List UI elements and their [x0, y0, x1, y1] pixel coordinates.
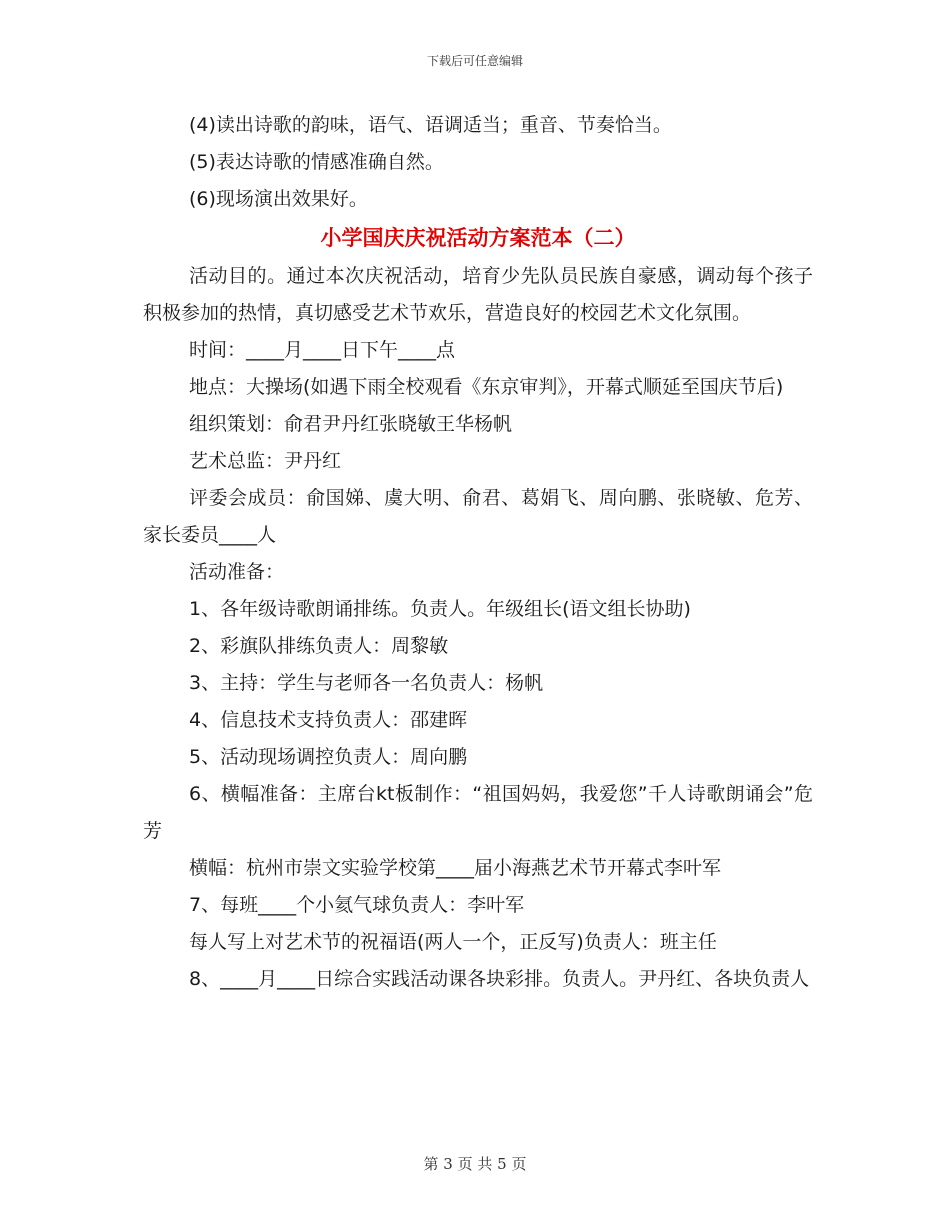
- prep-item-2: 2、彩旗队排练负责人：周黎敏: [189, 635, 449, 657]
- paragraph-preparation: 活动准备：: [189, 561, 285, 583]
- prep-item-4: 4、信息技术支持负责人：邵建晖: [189, 709, 468, 731]
- paragraph-organizers: 组织策划：俞君尹丹红张晓敏王华杨帆: [189, 413, 513, 435]
- paragraph-jury: 评委会成员：俞国娣、虞大明、俞君、葛娟飞、周向鹏、张晓敏、危芳、家长委员____人: [143, 487, 813, 546]
- section-title: 小学国庆庆祝活动方案范本（二）: [320, 226, 636, 250]
- page-header: 下载后可任意编辑: [426, 54, 523, 68]
- prep-item-5: 5、活动现场调控负责人：周向鹏: [189, 746, 468, 768]
- prep-item-8: 8、____月____日综合实践活动课各块彩排。负责人。尹丹红、各块负责人: [189, 968, 810, 990]
- prep-item-7: 7、每班____个小氦气球负责人：李叶军: [189, 894, 525, 916]
- paragraph-art-director: 艺术总监：尹丹红: [189, 450, 342, 472]
- page-footer: 第 3 页 共 5 页: [423, 1155, 527, 1173]
- paragraph-location: 地点：大操场(如遇下雨全校观看《东京审判》，开幕式顺延至国庆节后): [189, 376, 784, 398]
- document-body: [143, 107, 813, 998]
- paragraph-time: 时间：____月____日下午____点: [189, 339, 456, 361]
- prep-banner: 横幅：杭州市崇文实验学校第____届小海燕艺术节开幕式李叶军: [189, 857, 722, 879]
- prep-item-3: 3、主持：学生与老师各一名负责人：杨帆: [189, 672, 544, 694]
- criteria-line-4: (4)读出诗歌的韵味，语气、语调适当；重音、节奏恰当。: [189, 114, 672, 136]
- paragraph-purpose: 活动目的。通过本次庆祝活动，培育少先队员民族自豪感，调动每个孩子积极参加的热情，真切感受艺术节欢乐，营造良好的校园艺术文化氛围。: [143, 265, 813, 324]
- prep-item-6: 6、横幅准备：主席台kt板制作：“祖国妈妈，我爱您”千人诗歌朗诵会”危芳: [143, 783, 813, 842]
- prep-blessing: 每人写上对艺术节的祝福语(两人一个，正反写)负责人：班主任: [189, 931, 717, 953]
- criteria-line-5: (5)表达诗歌的情感准确自然。: [189, 151, 444, 173]
- prep-item-1: 1、各年级诗歌朗诵排练。负责人。年级组长(语文组长协助): [189, 598, 691, 620]
- criteria-line-6: (6)现场演出效果好。: [189, 188, 368, 210]
